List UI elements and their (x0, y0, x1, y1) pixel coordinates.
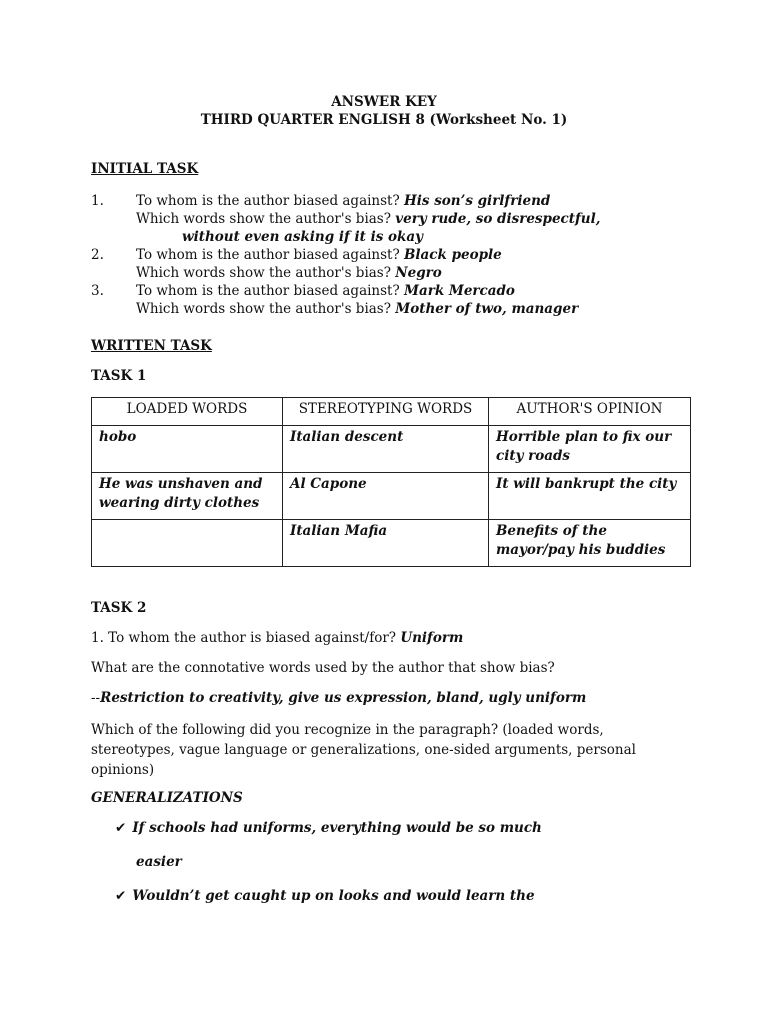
list-item-question (136, 193, 550, 209)
answer-text-continued: without even asking if it is okay (182, 229, 423, 245)
question-text: 1. To whom the author is biased against/for? (91, 630, 397, 646)
task2-label: TASK 2 (91, 600, 147, 616)
table-cell: Horrible plan to fix our city roads (489, 426, 691, 473)
column-header: LOADED WORDS (92, 398, 283, 426)
question-text: To whom is the author biased against? (136, 283, 400, 299)
checkmark-icon: ✔ (115, 820, 127, 836)
table-cell: Benefits of the mayor/pay his buddies (489, 520, 691, 567)
table-cell: Italian descent (283, 426, 489, 473)
task1-table (91, 397, 691, 567)
table-cell: Italian Mafia (283, 520, 489, 567)
list-item (115, 820, 542, 836)
answer-text: very rude, so disrespectful, (395, 211, 601, 227)
table-header-row (92, 398, 691, 426)
category-heading: GENERALIZATIONS (91, 790, 243, 806)
answer-text: Mother of two, manager (395, 301, 579, 317)
answer-text: His son’s girlfriend (404, 193, 551, 209)
page-title: ANSWER KEY (331, 94, 437, 110)
question-text: To whom is the author biased against? (136, 247, 400, 263)
table-cell: Al Capone (283, 473, 489, 520)
table-cell: It will bankrupt the city (489, 473, 691, 520)
bullet-text-continued: easier (136, 854, 182, 870)
column-header: STEREOTYPING WORDS (283, 398, 489, 426)
item-number: 1. (91, 193, 104, 209)
answer-prefix: -- (91, 690, 101, 706)
table-row (92, 473, 691, 520)
list-item-question (136, 247, 502, 263)
answer-text: Restriction to creativity, give us expression, bland, ugly uniform (100, 690, 587, 706)
item-number: 3. (91, 283, 104, 299)
question-text: To whom is the author biased against? (136, 193, 400, 209)
question-text: Which words show the author's bias? (136, 211, 391, 227)
column-header: AUTHOR'S OPINION (489, 398, 691, 426)
table-row (92, 426, 691, 473)
question-text: Which words show the author's bias? (136, 265, 391, 281)
table-cell: hobo (92, 426, 283, 473)
answer-text: Black people (404, 247, 502, 263)
list-item-question (136, 265, 442, 281)
answer-text: Uniform (400, 630, 464, 646)
item-number: 2. (91, 247, 104, 263)
answer-text: Mark Mercado (404, 283, 515, 299)
initial-task-heading: INITIAL TASK (91, 161, 199, 177)
task2-question-3: Which of the following did you recognize in the paragraph? (loaded words, stereotypes, vague language or generalizations, one-sided arguments, personal opinions) (91, 722, 636, 778)
bullet-text: If schools had uniforms, everything would be so much (132, 820, 542, 836)
task2-question-1 (91, 630, 463, 646)
list-item (115, 888, 535, 904)
task2-answer-2 (91, 690, 586, 706)
list-item-question (136, 301, 578, 317)
task1-label: TASK 1 (91, 368, 147, 384)
written-task-heading: WRITTEN TASK (91, 338, 212, 354)
bullet-text: Wouldn’t get caught up on looks and would learn the (132, 888, 535, 904)
table-cell: He was unshaven and wearing dirty clothes (92, 473, 283, 520)
checkmark-icon: ✔ (115, 888, 127, 904)
page-subtitle: THIRD QUARTER ENGLISH 8 (Worksheet No. 1) (200, 112, 568, 128)
list-item-question (136, 283, 515, 299)
task2-question-2: What are the connotative words used by the author that show bias? (91, 660, 555, 676)
list-item-question (136, 211, 600, 227)
answer-text: Negro (395, 265, 442, 281)
table-cell (92, 520, 283, 567)
table-row (92, 520, 691, 567)
question-text: Which words show the author's bias? (136, 301, 391, 317)
